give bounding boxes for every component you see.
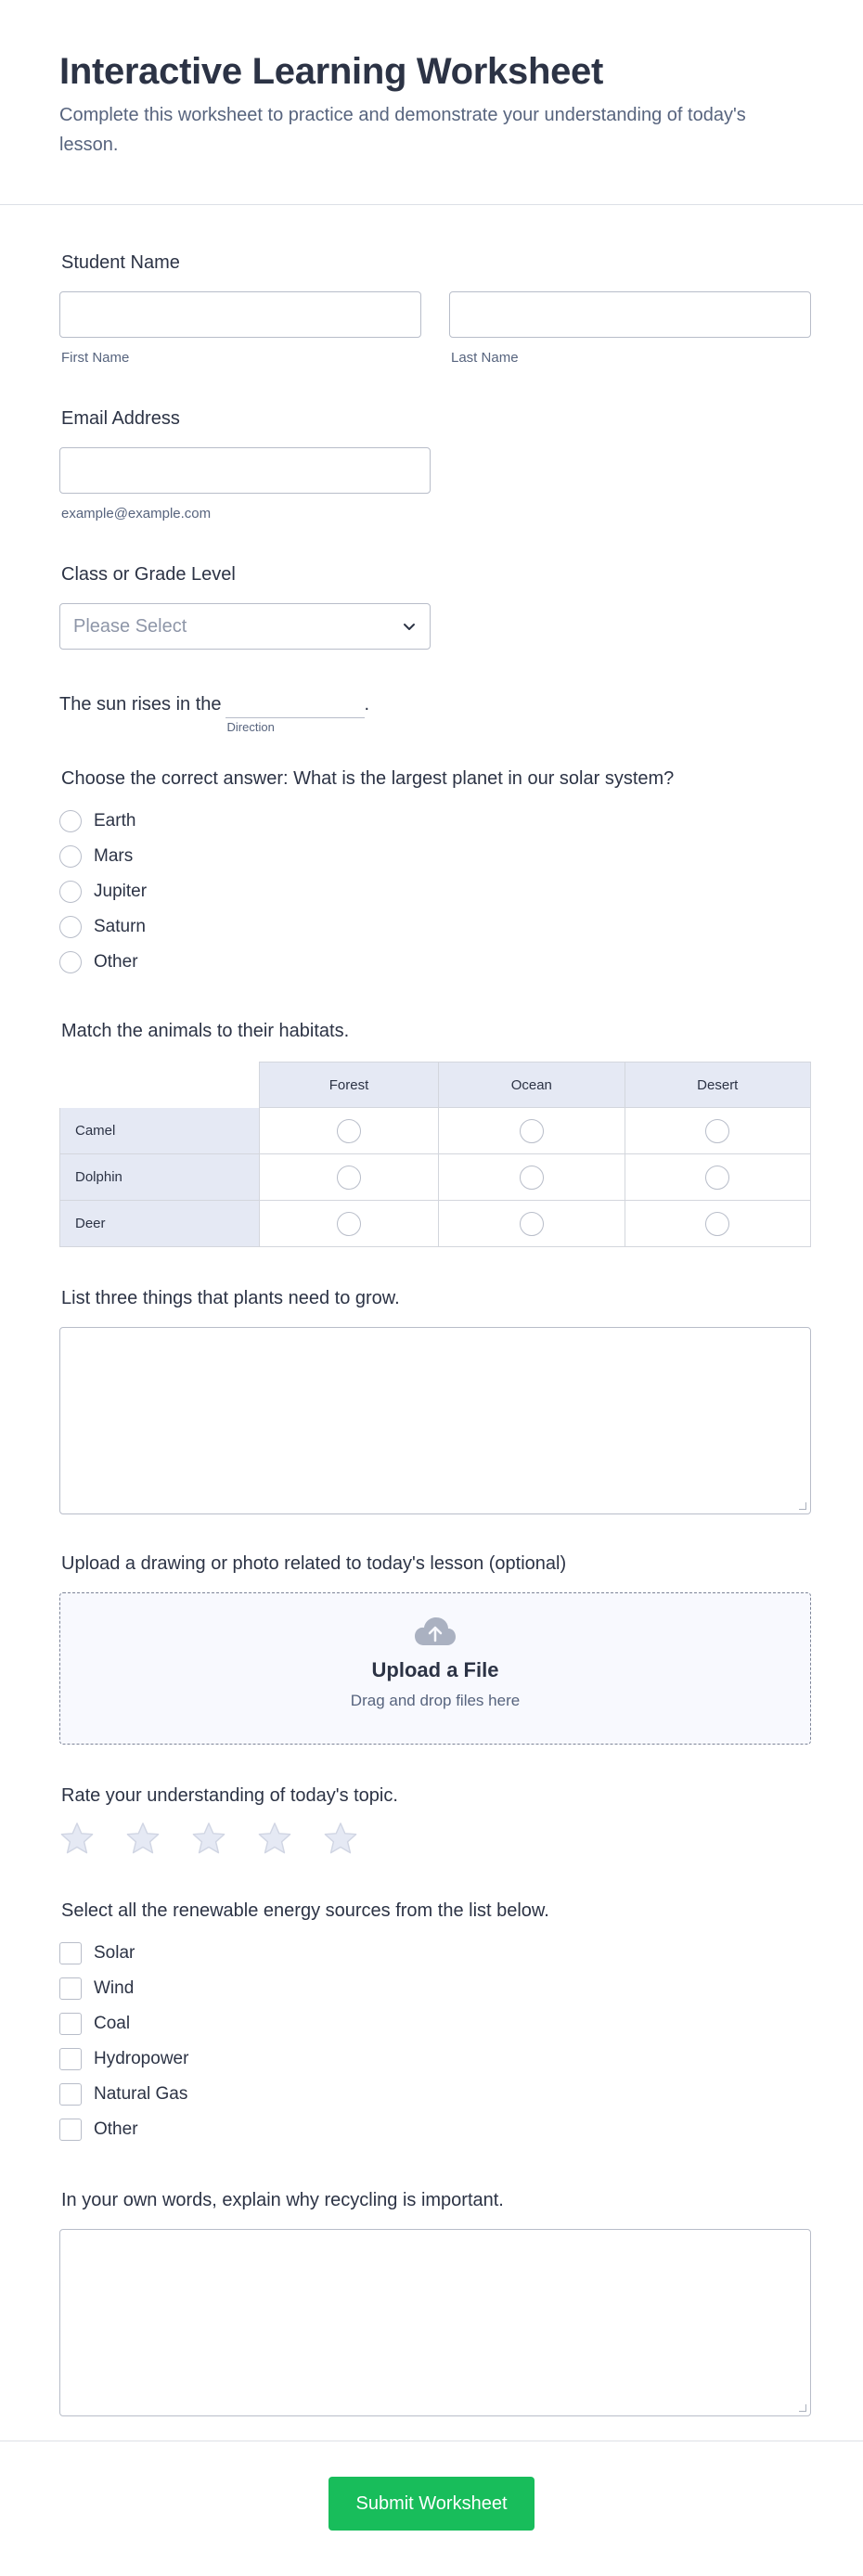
upload-title: Upload a File: [371, 1658, 499, 1681]
page-description: Complete this worksheet to practice and demonstrate your understanding of today's lesson.: [59, 105, 746, 155]
fill-blank-suffix: .: [364, 694, 370, 715]
fill-blank-section: [59, 694, 369, 734]
grade-section: [59, 562, 431, 650]
email-sublabel: example@example.com: [61, 506, 212, 522]
planet-question-section: [59, 766, 674, 980]
recycling-label: In your own words, explain why recycling is important.: [61, 2190, 504, 2210]
matrix-radio-button[interactable]: [520, 1212, 544, 1236]
matrix-row: [59, 1201, 811, 1247]
radio-button[interactable]: [59, 881, 82, 903]
matrix-column-header: Forest: [260, 1062, 439, 1108]
checkbox[interactable]: [59, 2119, 82, 2141]
form-header: [0, 0, 863, 205]
last-name-sublabel: Last Name: [451, 350, 519, 366]
last-name-input[interactable]: [449, 291, 811, 338]
upload-subtitle: Drag and drop files here: [350, 1692, 521, 1709]
radio-option-label: Mars: [94, 846, 134, 866]
checkbox-option-label: Coal: [94, 2014, 131, 2033]
email-label: Email Address: [61, 408, 180, 429]
matrix-radio-button[interactable]: [337, 1166, 361, 1190]
rating-section: [59, 1784, 398, 1856]
rating-label: Rate your understanding of today's topic.: [61, 1785, 398, 1806]
fill-blank-prefix: The sun rises in the: [59, 694, 222, 715]
checkbox[interactable]: [59, 2013, 82, 2035]
page-title: Interactive Learning Worksheet: [59, 51, 604, 92]
grade-label: Class or Grade Level: [61, 564, 236, 585]
checkbox-option-coal[interactable]: [59, 2006, 549, 2041]
recycling-section: [59, 2188, 811, 2416]
email-field[interactable]: [59, 447, 431, 494]
matrix-radio-button[interactable]: [705, 1119, 729, 1143]
checkbox-option-label: Wind: [94, 1978, 135, 1998]
radio-option-label: Saturn: [94, 917, 146, 936]
habitat-matrix: [59, 1062, 811, 1247]
radio-button[interactable]: [59, 845, 82, 868]
star-icon[interactable]: [59, 1821, 95, 1856]
radio-option-jupiter[interactable]: [59, 874, 674, 909]
matrix-row-header: Dolphin: [59, 1154, 260, 1201]
file-upload-dropzone[interactable]: [59, 1592, 811, 1745]
energy-section: [59, 1899, 549, 2147]
matrix-row-header: Camel: [59, 1108, 260, 1154]
radio-option-mars[interactable]: [59, 839, 674, 874]
direction-input[interactable]: [225, 694, 365, 718]
radio-option-other[interactable]: [59, 945, 674, 980]
student-name-section: [59, 251, 811, 366]
habitat-matrix-section: [59, 1019, 811, 1247]
star-icon[interactable]: [191, 1821, 226, 1856]
radio-option-saturn[interactable]: [59, 909, 674, 945]
email-section: [59, 406, 431, 522]
checkbox-option-label: Solar: [94, 1943, 135, 1963]
matrix-column-header: Desert: [625, 1062, 811, 1108]
energy-label: Select all the renewable energy sources from the list below.: [61, 1900, 549, 1921]
radio-option-label: Earth: [94, 811, 136, 831]
checkbox-option-label: Other: [94, 2119, 138, 2139]
matrix-label: Match the animals to their habitats.: [61, 1021, 350, 1041]
checkbox-option-label: Natural Gas: [94, 2084, 188, 2104]
submit-button[interactable]: Submit Worksheet: [328, 2477, 535, 2531]
star-icon[interactable]: [323, 1821, 358, 1856]
matrix-radio-button[interactable]: [705, 1166, 729, 1190]
matrix-radio-button[interactable]: [520, 1119, 544, 1143]
resize-handle[interactable]: [799, 1502, 806, 1510]
matrix-row: [59, 1154, 811, 1201]
star-icon[interactable]: [257, 1821, 292, 1856]
plants-section: [59, 1286, 811, 1514]
student-name-label: Student Name: [61, 252, 180, 273]
first-name-sublabel: First Name: [61, 350, 130, 366]
cloud-upload-icon: [413, 1616, 457, 1649]
upload-section: [59, 1552, 811, 1745]
chevron-down-icon: [402, 619, 417, 634]
radio-button[interactable]: [59, 951, 82, 973]
checkbox[interactable]: [59, 2083, 82, 2106]
planet-question-label: Choose the correct answer: What is the largest planet in our solar system?: [61, 768, 675, 789]
matrix-row: [59, 1108, 811, 1154]
matrix-radio-button[interactable]: [337, 1212, 361, 1236]
direction-sublabel: Direction: [226, 720, 275, 734]
checkbox[interactable]: [59, 1977, 82, 2000]
checkbox[interactable]: [59, 2048, 82, 2070]
radio-option-label: Other: [94, 952, 138, 972]
checkbox-option-hydropower[interactable]: [59, 2041, 549, 2077]
checkbox-option-other[interactable]: [59, 2112, 549, 2147]
upload-label: Upload a drawing or photo related to today's lesson (optional): [61, 1553, 567, 1574]
recycling-textarea[interactable]: [59, 2229, 811, 2416]
matrix-radio-button[interactable]: [520, 1166, 544, 1190]
matrix-row-header: Deer: [59, 1201, 260, 1247]
first-name-input[interactable]: [59, 291, 421, 338]
star-rating: [59, 1821, 398, 1856]
checkbox-option-solar[interactable]: [59, 1936, 549, 1971]
grade-select-value: Please Select: [73, 615, 187, 637]
radio-option-label: Jupiter: [94, 882, 148, 901]
matrix-column-header: Ocean: [439, 1062, 625, 1108]
checkbox-option-label: Hydropower: [94, 2049, 189, 2068]
matrix-radio-button[interactable]: [705, 1212, 729, 1236]
form-footer: [0, 2441, 863, 2576]
radio-option-earth[interactable]: [59, 804, 674, 839]
matrix-radio-button[interactable]: [337, 1119, 361, 1143]
matrix-corner: [59, 1062, 260, 1108]
checkbox-option-wind[interactable]: [59, 1971, 549, 2006]
grade-select[interactable]: [59, 603, 431, 650]
resize-handle[interactable]: [799, 2404, 806, 2412]
radio-button[interactable]: [59, 810, 82, 832]
star-icon[interactable]: [125, 1821, 161, 1856]
plants-textarea[interactable]: [59, 1327, 811, 1514]
radio-button[interactable]: [59, 916, 82, 938]
checkbox-option-natural-gas[interactable]: [59, 2077, 549, 2112]
checkbox[interactable]: [59, 1942, 82, 1964]
plants-label: List three things that plants need to grow.: [61, 1288, 400, 1308]
